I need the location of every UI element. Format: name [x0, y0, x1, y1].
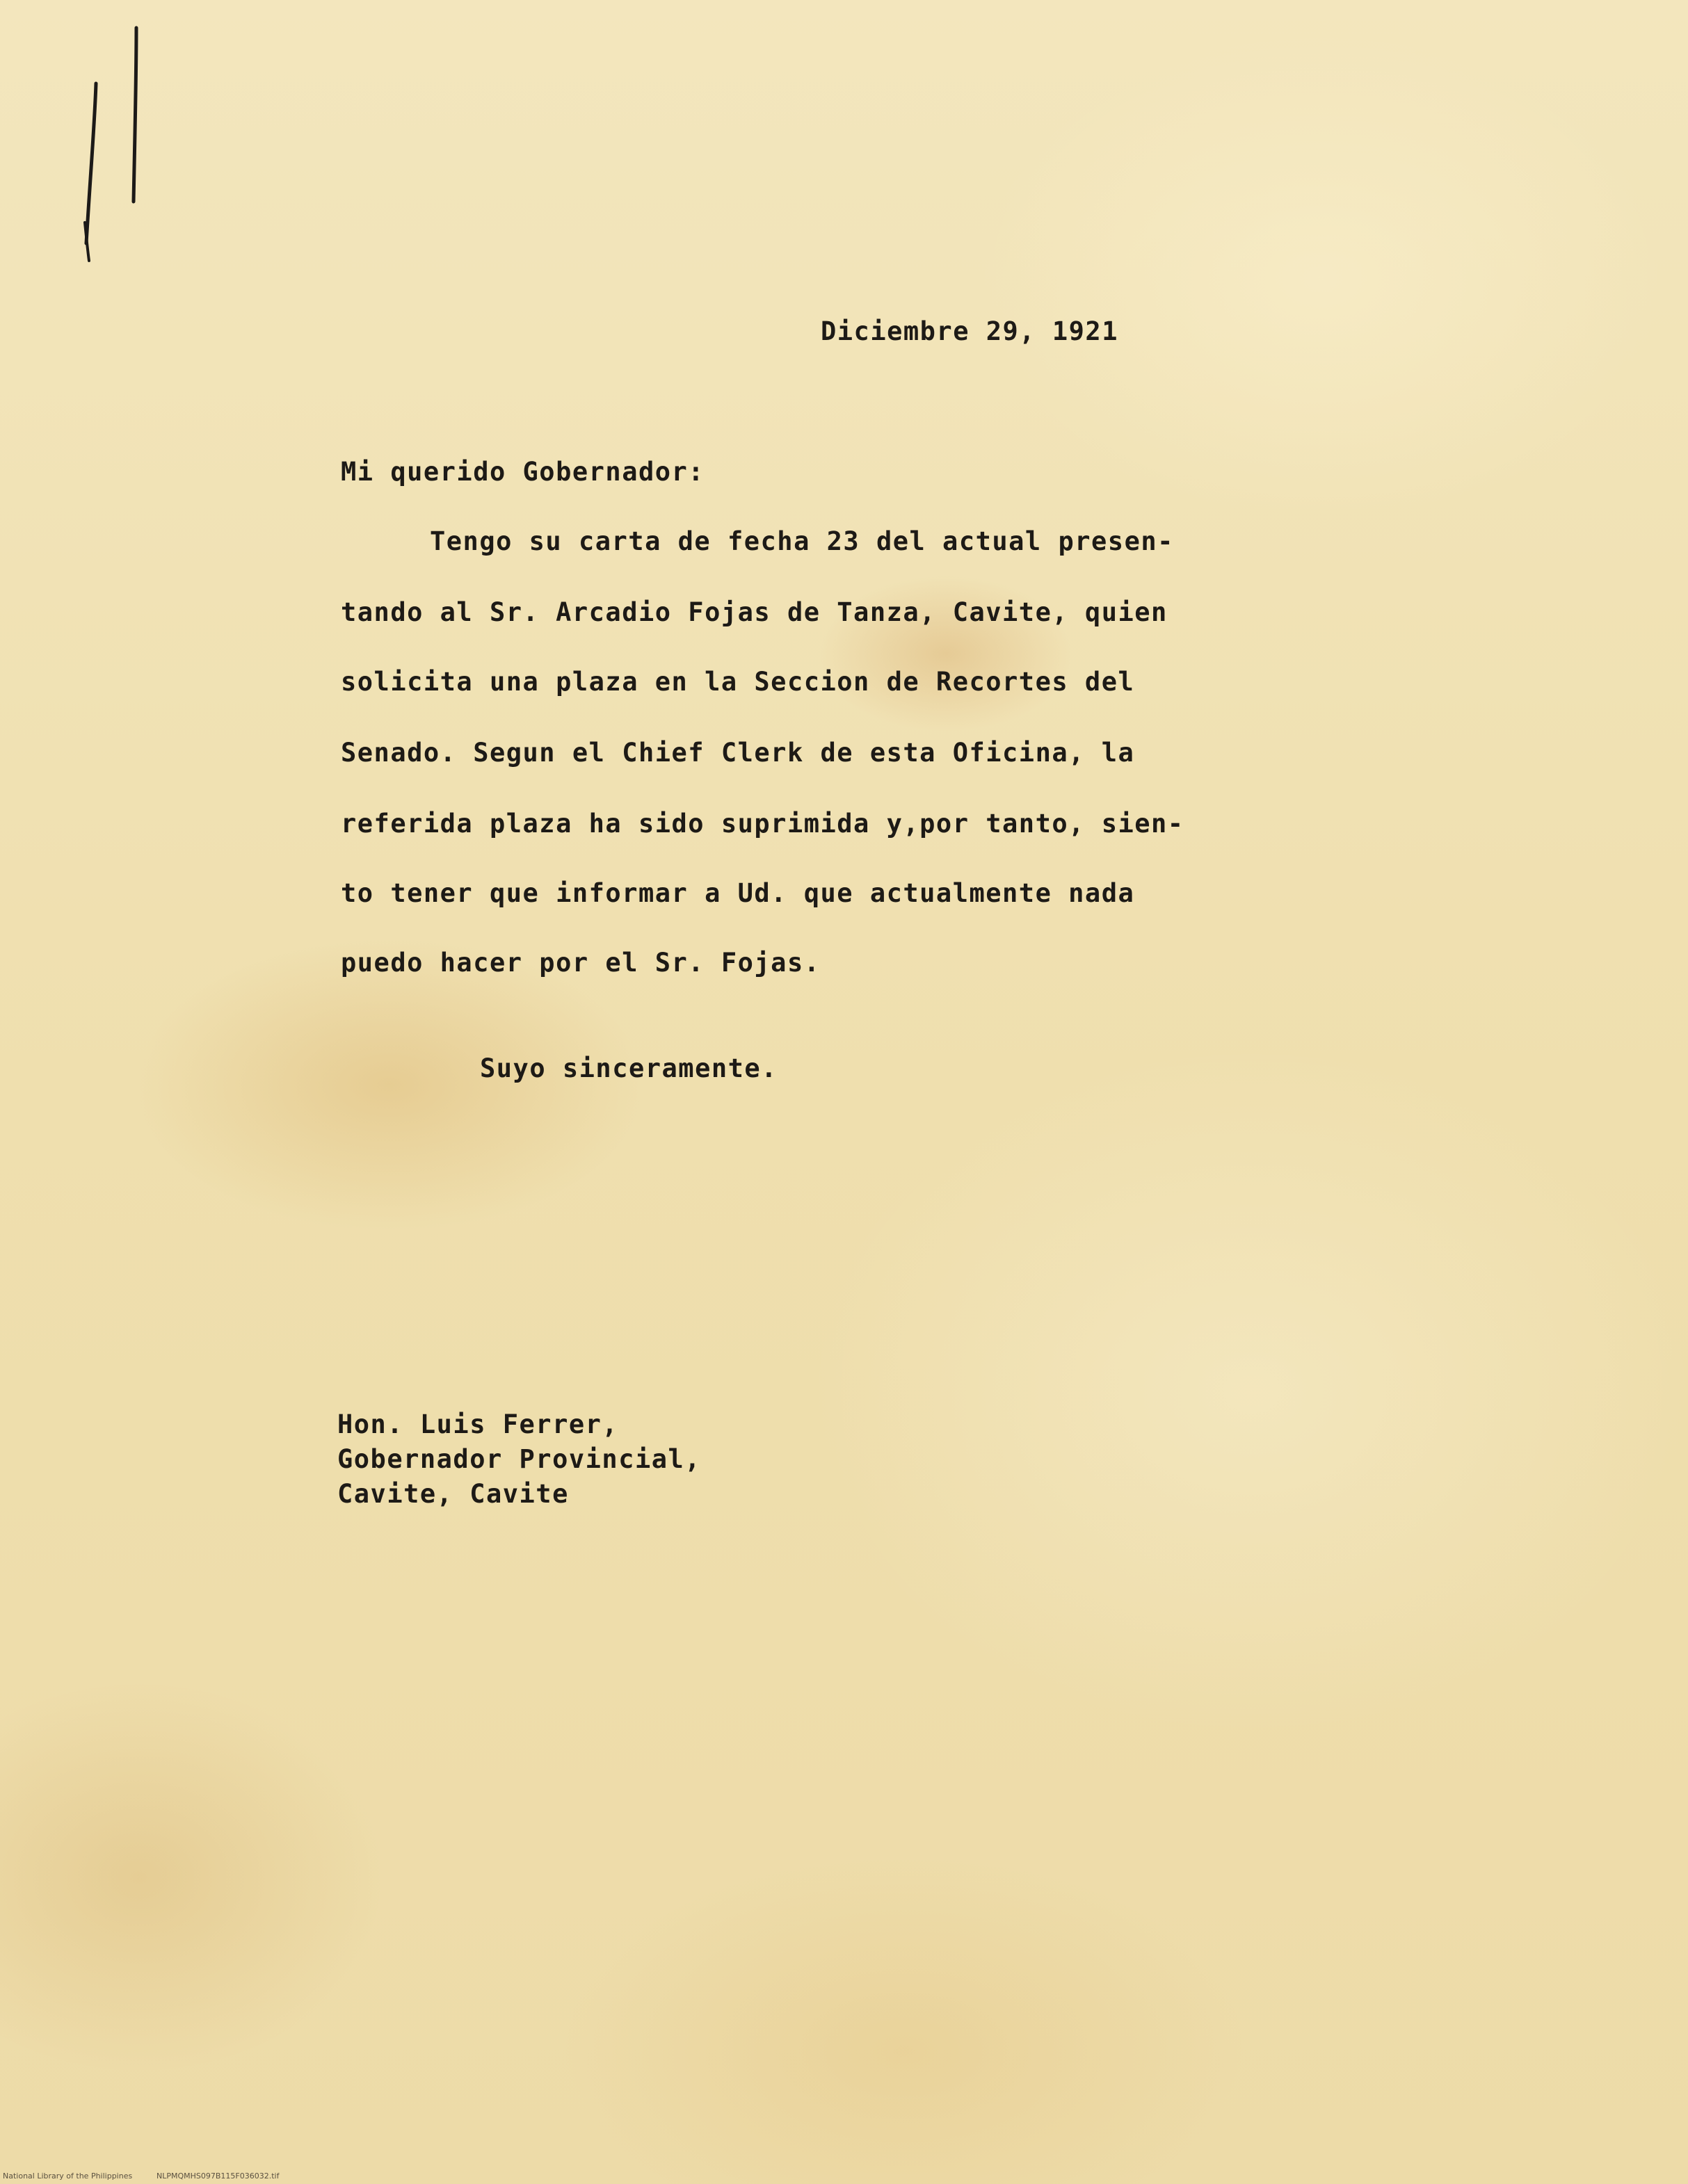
salutation: Mi querido Gobernador:	[341, 457, 705, 487]
body-line: referida plaza ha sido suprimida y,por tanto, sien-	[341, 809, 1184, 839]
footer-file: NLPMQMHS097B115F036032.tif	[156, 2171, 280, 2181]
body-line: to tener que informar a Ud. que actualmente nada	[341, 878, 1135, 908]
letter-date: Diciembre 29, 1921	[821, 316, 1118, 346]
pen-stroke-marks	[70, 14, 153, 278]
address-line: Cavite, Cavite	[337, 1479, 569, 1509]
body-line: Senado. Segun el Chief Clerk de esta Oficina, la	[341, 738, 1135, 768]
footer-library: National Library of the Philippines	[3, 2171, 133, 2181]
closing: Suyo sinceramente.	[480, 1053, 778, 1083]
address-line: Gobernador Provincial,	[337, 1444, 702, 1474]
address-line: Hon. Luis Ferrer,	[337, 1409, 619, 1439]
body-line: puedo hacer por el Sr. Fojas.	[341, 948, 821, 978]
body-line: Tengo su carta de fecha 23 del actual presen-	[430, 526, 1174, 556]
body-line: solicita una plaza en la Seccion de Recortes del	[341, 667, 1135, 697]
scan-footer	[0, 2169, 1688, 2184]
body-line: tando al Sr. Arcadio Fojas de Tanza, Cavite, quien	[341, 597, 1168, 627]
